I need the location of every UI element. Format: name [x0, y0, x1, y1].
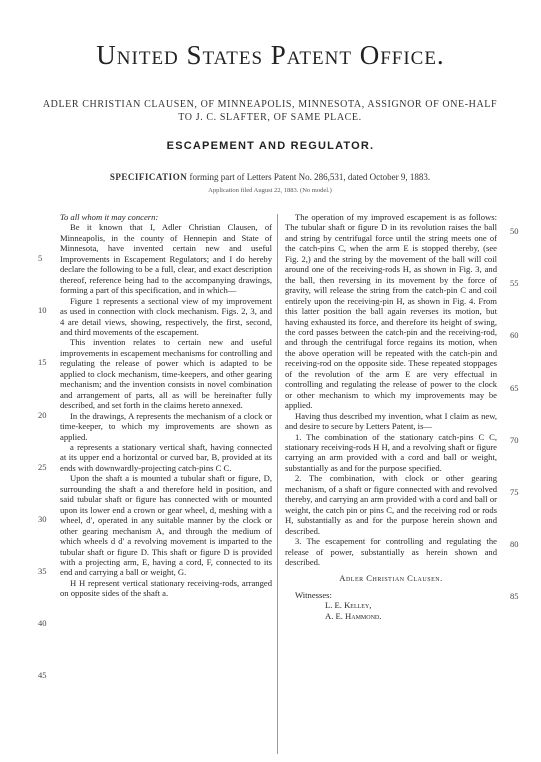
line-number: 80	[510, 539, 519, 549]
line-number: 45	[38, 670, 47, 680]
inventor-line: ADLER CHRISTIAN CLAUSEN, OF MINNEAPOLIS, MINNESOTA, ASSIGNOR OF ONE-HALF TO J. C. SLAFTER, OF SAME PLACE.	[42, 99, 498, 123]
paragraph: Having thus described my invention, what I claim as new, and desire to secure by Letters Patent, is—	[285, 410, 497, 432]
line-number: 85	[510, 591, 519, 601]
line-number: 40	[38, 618, 47, 628]
patent-subject: ESCAPEMENT AND REGULATOR.	[166, 140, 375, 152]
witness-name: A. E. Hammond.	[325, 610, 382, 621]
paragraph: Be it known that I, Adler Christian Clausen, of Minneapolis, in the county of Hennepin and State of Minnesota, have invented certain new and useful Improvements in Escapement Regulators; and I do hereby declare the following to be a full, clear, and exact description thereof, reference being had to the accompanying drawings, forming a part of this specification, and in which—	[60, 222, 272, 296]
column-divider	[277, 214, 278, 754]
claim: 3. The escapement for controlling and regulating the release of power, substantially as herein shown and described.	[285, 536, 497, 567]
line-number: 5	[38, 253, 43, 263]
line-number: 55	[510, 278, 519, 288]
paragraph: Upon the shaft a is mounted a tubular shaft or figure, D, surrounding the shaft a and therefore held in position, and said tubular shaft or figure has connected with or mounted upon its lower end a crown or gear wheel, d, meshing with a wheel, d′, operated in any suitable manner by the clock or other gearing mechanism A, and through the medium of which wheels d d′ a revolving movement is imparted to the tubular shaft or figure D. This shaft or figure D is provided with a projecting arm, E, having a cord, F, connected to its end and carrying a ball or weight, G.	[60, 473, 272, 578]
witness-name: L. E. Kelley,	[325, 600, 372, 611]
line-number: 60	[510, 330, 519, 340]
right-column	[285, 212, 497, 621]
line-number: 15	[38, 357, 47, 367]
line-number: 20	[38, 410, 47, 420]
inventor-signature: Adler Christian Clausen.	[339, 573, 443, 584]
specification-line	[40, 172, 500, 182]
paragraph: Figure 1 represents a sectional view of my improvement as used in connection with clock mechanism. Figs. 2, 3, and 4 are detail views, showing, respectively, the first, second, and third movements of the escapement.	[60, 295, 272, 337]
paragraph: H H represent vertical stationary receiving-rods, arranged on opposite sides of the shaft a.	[60, 577, 272, 599]
paragraph: a represents a stationary vertical shaft, having connected at its upper end a horizontal or curved bar, B, provided at its ends with downwardly-projecting catch-pins C C.	[60, 441, 272, 473]
line-number: 75	[510, 487, 519, 497]
line-number: 65	[510, 383, 519, 393]
specification-text: forming part of Letters Patent No. 286,531, dated October 9, 1883.	[189, 172, 431, 182]
application-line: Application filed August 22, 1883. (No model.)	[208, 187, 332, 194]
claim: 2. The combination, with clock or other gearing mechanism, of a shaft or figure connected with and revolved thereby, and carrying an arm provided with a cord and ball or weight, the catch pin or pins C, and the receiving rod or rods H, substantially as and for the purpose herein shown and described.	[285, 473, 497, 536]
office-title: United States Patent Office.	[96, 40, 445, 70]
line-number: 70	[510, 435, 519, 445]
salutation: To all whom it may concern:	[60, 212, 159, 222]
specification-label: SPECIFICATION	[109, 172, 188, 182]
left-column	[60, 212, 272, 599]
line-number: 10	[38, 305, 47, 315]
line-number: 50	[510, 226, 519, 236]
paragraph: This invention relates to certain new and useful improvements in escapement mechanisms for controlling and regulating the release of power which is adapted to be applied to clock mechanism, time-keepers, and other gearing mechanism; and the invention consists in novel combination and arrangement of parts, all as will be hereinafter fully described, and set forth in the claims hereto annexed.	[60, 337, 272, 411]
line-number: 25	[38, 462, 47, 472]
line-number: 30	[38, 514, 47, 524]
paragraph: The operation of my improved escapement is as follows: The tubular shaft or figure D in its revolution raises the ball and string by centrifugal force until the string meets one of the catch-pins C, when the arm E is stopped thereby, (see Fig. 2,) and the string by the movement of the ball will coil around one of the receiving-rods H, as shown in Fig. 3, and the ball, then reversing in its movement by the force of gravity, will release the string from the catch-pin C and coil entirely upon the receiving-pin H, as shown in Fig. 4. From this latter position the ball again reverses its motion, but having exhausted its force, and therefore its height of swing, the cord passes between the catch-pin and the receiving-rod, and through the centrifugal force regains its motion, when the above operation will be repeated with the catch-pin and receiving-rod on the opposite side. These repeated stoppages of the revolution of the arm E are very effectual in controlling and regulating the release of power to the clock or other mechanism to which my improvements may be applied.	[285, 212, 497, 411]
line-number: 35	[38, 566, 47, 576]
claim: 1. The combination of the stationary catch-pins C C, stationary receiving-rods H H, and a revolving shaft or figure carrying an arm provided with a cord and ball or weight, substantially as and for the purpose specified.	[285, 431, 497, 473]
witnesses-label: Witnesses:	[295, 589, 332, 600]
paragraph: In the drawings, A represents the mechanism of a clock or time-keeper, to which my improvements are shown as applied.	[60, 410, 272, 442]
